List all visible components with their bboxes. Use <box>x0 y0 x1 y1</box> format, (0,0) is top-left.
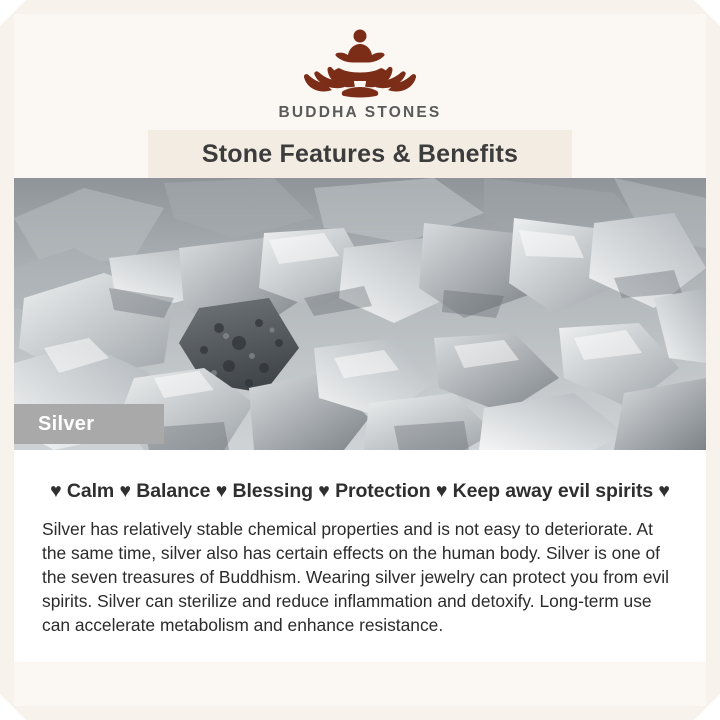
section-title-bar <box>148 130 572 178</box>
corner-decoration-bottom-left <box>0 694 26 720</box>
description-panel <box>14 450 706 662</box>
page-title: Stone Features & Benefits <box>201 139 519 168</box>
stone-name-label <box>14 404 164 444</box>
benefit-keywords: ♥ Calm ♥ Balance ♥ Blessing ♥ Protection ♥ Keep away evil spirits ♥ <box>50 480 670 502</box>
brand-logo-block <box>0 22 720 122</box>
lotus-meditation-figure-icon <box>285 22 435 100</box>
stone-description: Silver has relatively stable chemical properties and is not easy to deteriorate. At the same time, silver also has certain effects on the human body. Silver is one of the seven treasures of Buddhism. Wearing silver jewelry can protect you from evil spirits. Silver can sterilize and reduce inflammation and detoxify. Long-term use can accelerate metabolism and enhance resistance. <box>42 519 669 636</box>
brand-name: BUDDHA STONES <box>278 104 442 121</box>
corner-decoration-bottom-right <box>694 694 720 720</box>
stone-name-text: Silver <box>38 412 95 435</box>
